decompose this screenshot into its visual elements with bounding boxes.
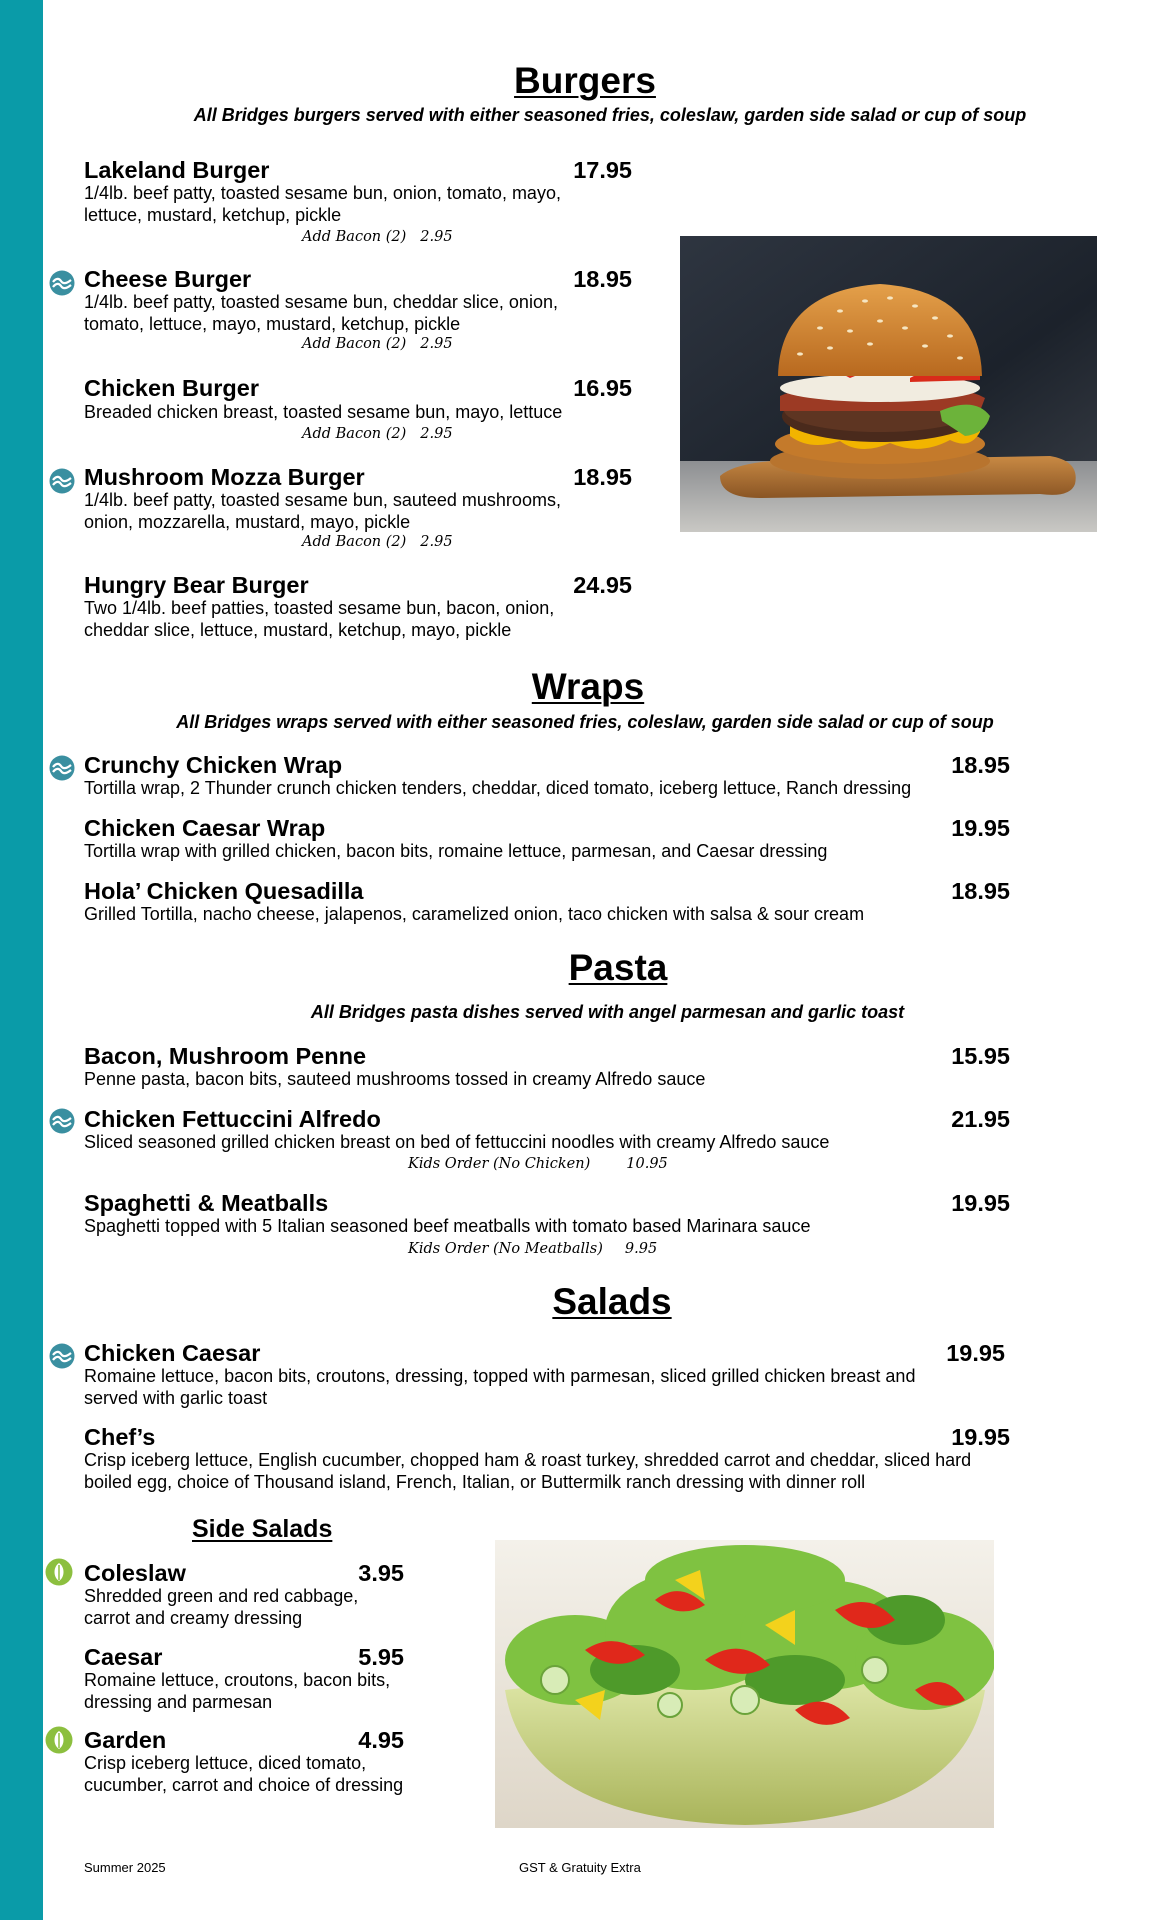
wave-icon <box>49 1343 75 1374</box>
burgers-subtitle: All Bridges burgers served with either seasoned fries, coleslaw, garden side salad or cup of soup <box>193 105 1027 125</box>
item-price: 18.95 <box>951 878 1010 904</box>
item-desc: Tortilla wrap, 2 Thunder crunch chicken tenders, cheddar, diced tomato, iceberg lettuce, Ranch dressing <box>84 778 912 798</box>
item-price: 18.95 <box>951 752 1010 778</box>
item-desc: Romaine lettuce, bacon bits, croutons, dressing, topped with parmesan, sliced grilled chicken breast and served with garlic toast <box>84 1366 916 1408</box>
item-desc: 1/4lb. beef patty, toasted sesame bun, cheddar slice, onion, tomato, lettuce, mayo, mustard, ketchup, pickle <box>84 292 558 334</box>
item-name: Coleslaw <box>84 1560 186 1586</box>
item-name: Cheese Burger <box>84 266 252 292</box>
item-addon: Add Bacon (2) 2.95 <box>302 336 453 352</box>
item-addon: Add Bacon (2) 2.95 <box>302 229 453 245</box>
pasta-subtitle: All Bridges pasta dishes served with angel parmesan and garlic toast <box>310 1002 905 1022</box>
side-salads-title: Side Salads <box>192 1515 333 1543</box>
item-desc: 1/4lb. beef patty, toasted sesame bun, onion, tomato, mayo, lettuce, mustard, ketchup, pickle <box>84 183 561 225</box>
item-name: Hola’ Chicken Quesadilla <box>84 878 364 904</box>
item-desc: 1/4lb. beef patty, toasted sesame bun, sauteed mushrooms, onion, mozzarella, mustard, mayo, pickle <box>84 490 561 532</box>
item-desc: Sliced seasoned grilled chicken breast on bed of fettuccini noodles with creamy Alfredo sauce <box>84 1132 830 1152</box>
item-name: Chef’s <box>84 1424 156 1450</box>
item-price: 17.95 <box>573 157 632 183</box>
item-name: Bacon, Mushroom Penne <box>84 1043 367 1069</box>
item-price: 15.95 <box>951 1043 1010 1069</box>
wave-icon <box>49 468 75 499</box>
item-desc: Breaded chicken breast, toasted sesame bun, mayo, lettuce <box>84 402 563 422</box>
item-name: Chicken Caesar <box>84 1340 261 1366</box>
item-desc: Two 1/4lb. beef patties, toasted sesame bun, bacon, onion, cheddar slice, lettuce, mustard, ketchup, mayo, pickle <box>84 598 555 640</box>
item-price: 16.95 <box>573 375 632 401</box>
item-desc: Penne pasta, bacon bits, sauteed mushrooms tossed in creamy Alfredo sauce <box>84 1069 706 1089</box>
item-name: Spaghetti & Meatballs <box>84 1190 329 1216</box>
item-addon: Add Bacon (2) 2.95 <box>302 534 453 550</box>
salads-title: Salads <box>552 1281 672 1322</box>
wave-icon <box>49 1108 75 1139</box>
item-price: 24.95 <box>573 572 632 598</box>
burger-photo <box>680 236 1097 532</box>
item-name: Mushroom Mozza Burger <box>84 464 365 490</box>
item-addon: Kids Order (No Meatballs) 9.95 <box>408 1241 658 1257</box>
item-addon: Add Bacon (2) 2.95 <box>302 426 453 442</box>
item-desc: Spaghetti topped with 5 Italian seasoned beef meatballs with tomato based Marinara sauce <box>84 1216 811 1236</box>
sidebar-stripe <box>0 0 43 1920</box>
footer-season: Summer 2025 <box>84 1860 166 1875</box>
item-price: 21.95 <box>951 1106 1010 1132</box>
leaf-icon <box>45 1558 73 1591</box>
item-price: 18.95 <box>573 464 632 490</box>
salad-photo <box>495 1540 994 1828</box>
item-desc: Tortilla wrap with grilled chicken, bacon bits, romaine lettuce, parmesan, and Caesar dressing <box>84 841 828 861</box>
item-name: Chicken Fettuccini Alfredo <box>84 1106 381 1132</box>
item-price: 4.95 <box>358 1727 404 1753</box>
item-name: Chicken Caesar Wrap <box>84 815 326 841</box>
pasta-title: Pasta <box>568 947 668 988</box>
item-name: Caesar <box>84 1644 163 1670</box>
item-price: 19.95 <box>946 1340 1005 1366</box>
item-desc: Grilled Tortilla, nacho cheese, jalapenos, caramelized onion, taco chicken with salsa & sour cream <box>84 904 865 924</box>
item-name: Garden <box>84 1727 167 1753</box>
item-name: Crunchy Chicken Wrap <box>84 752 343 778</box>
item-desc: Crisp iceberg lettuce, English cucumber, chopped ham & roast turkey, shredded carrot and cheddar, sliced hard boiled egg, choice of Thousand island, French, Italian, or Buttermilk ranch dressing with dinner roll <box>84 1450 972 1492</box>
item-desc: Romaine lettuce, croutons, bacon bits, dressing and parmesan <box>84 1670 391 1712</box>
item-price: 19.95 <box>951 1190 1010 1216</box>
item-name: Lakeland Burger <box>84 157 270 183</box>
leaf-icon <box>45 1726 73 1759</box>
wraps-title: Wraps <box>531 666 645 707</box>
item-name: Hungry Bear Burger <box>84 572 309 598</box>
item-addon: Kids Order (No Chicken) 10.95 <box>408 1156 668 1172</box>
item-desc: Shredded green and red cabbage, carrot and creamy dressing <box>84 1586 359 1628</box>
wave-icon <box>49 270 75 301</box>
item-price: 3.95 <box>358 1560 404 1586</box>
burgers-title: Burgers <box>514 60 656 101</box>
item-desc: Crisp iceberg lettuce, diced tomato, cucumber, carrot and choice of dressing <box>84 1753 404 1795</box>
item-price: 19.95 <box>951 815 1010 841</box>
item-price: 19.95 <box>951 1424 1010 1450</box>
footer-note: GST & Gratuity Extra <box>519 1860 641 1875</box>
wave-icon <box>49 755 75 786</box>
item-price: 5.95 <box>358 1644 404 1670</box>
wraps-subtitle: All Bridges wraps served with either seasoned fries, coleslaw, garden side salad or cup of soup <box>176 712 994 732</box>
item-price: 18.95 <box>573 266 632 292</box>
item-name: Chicken Burger <box>84 375 259 401</box>
